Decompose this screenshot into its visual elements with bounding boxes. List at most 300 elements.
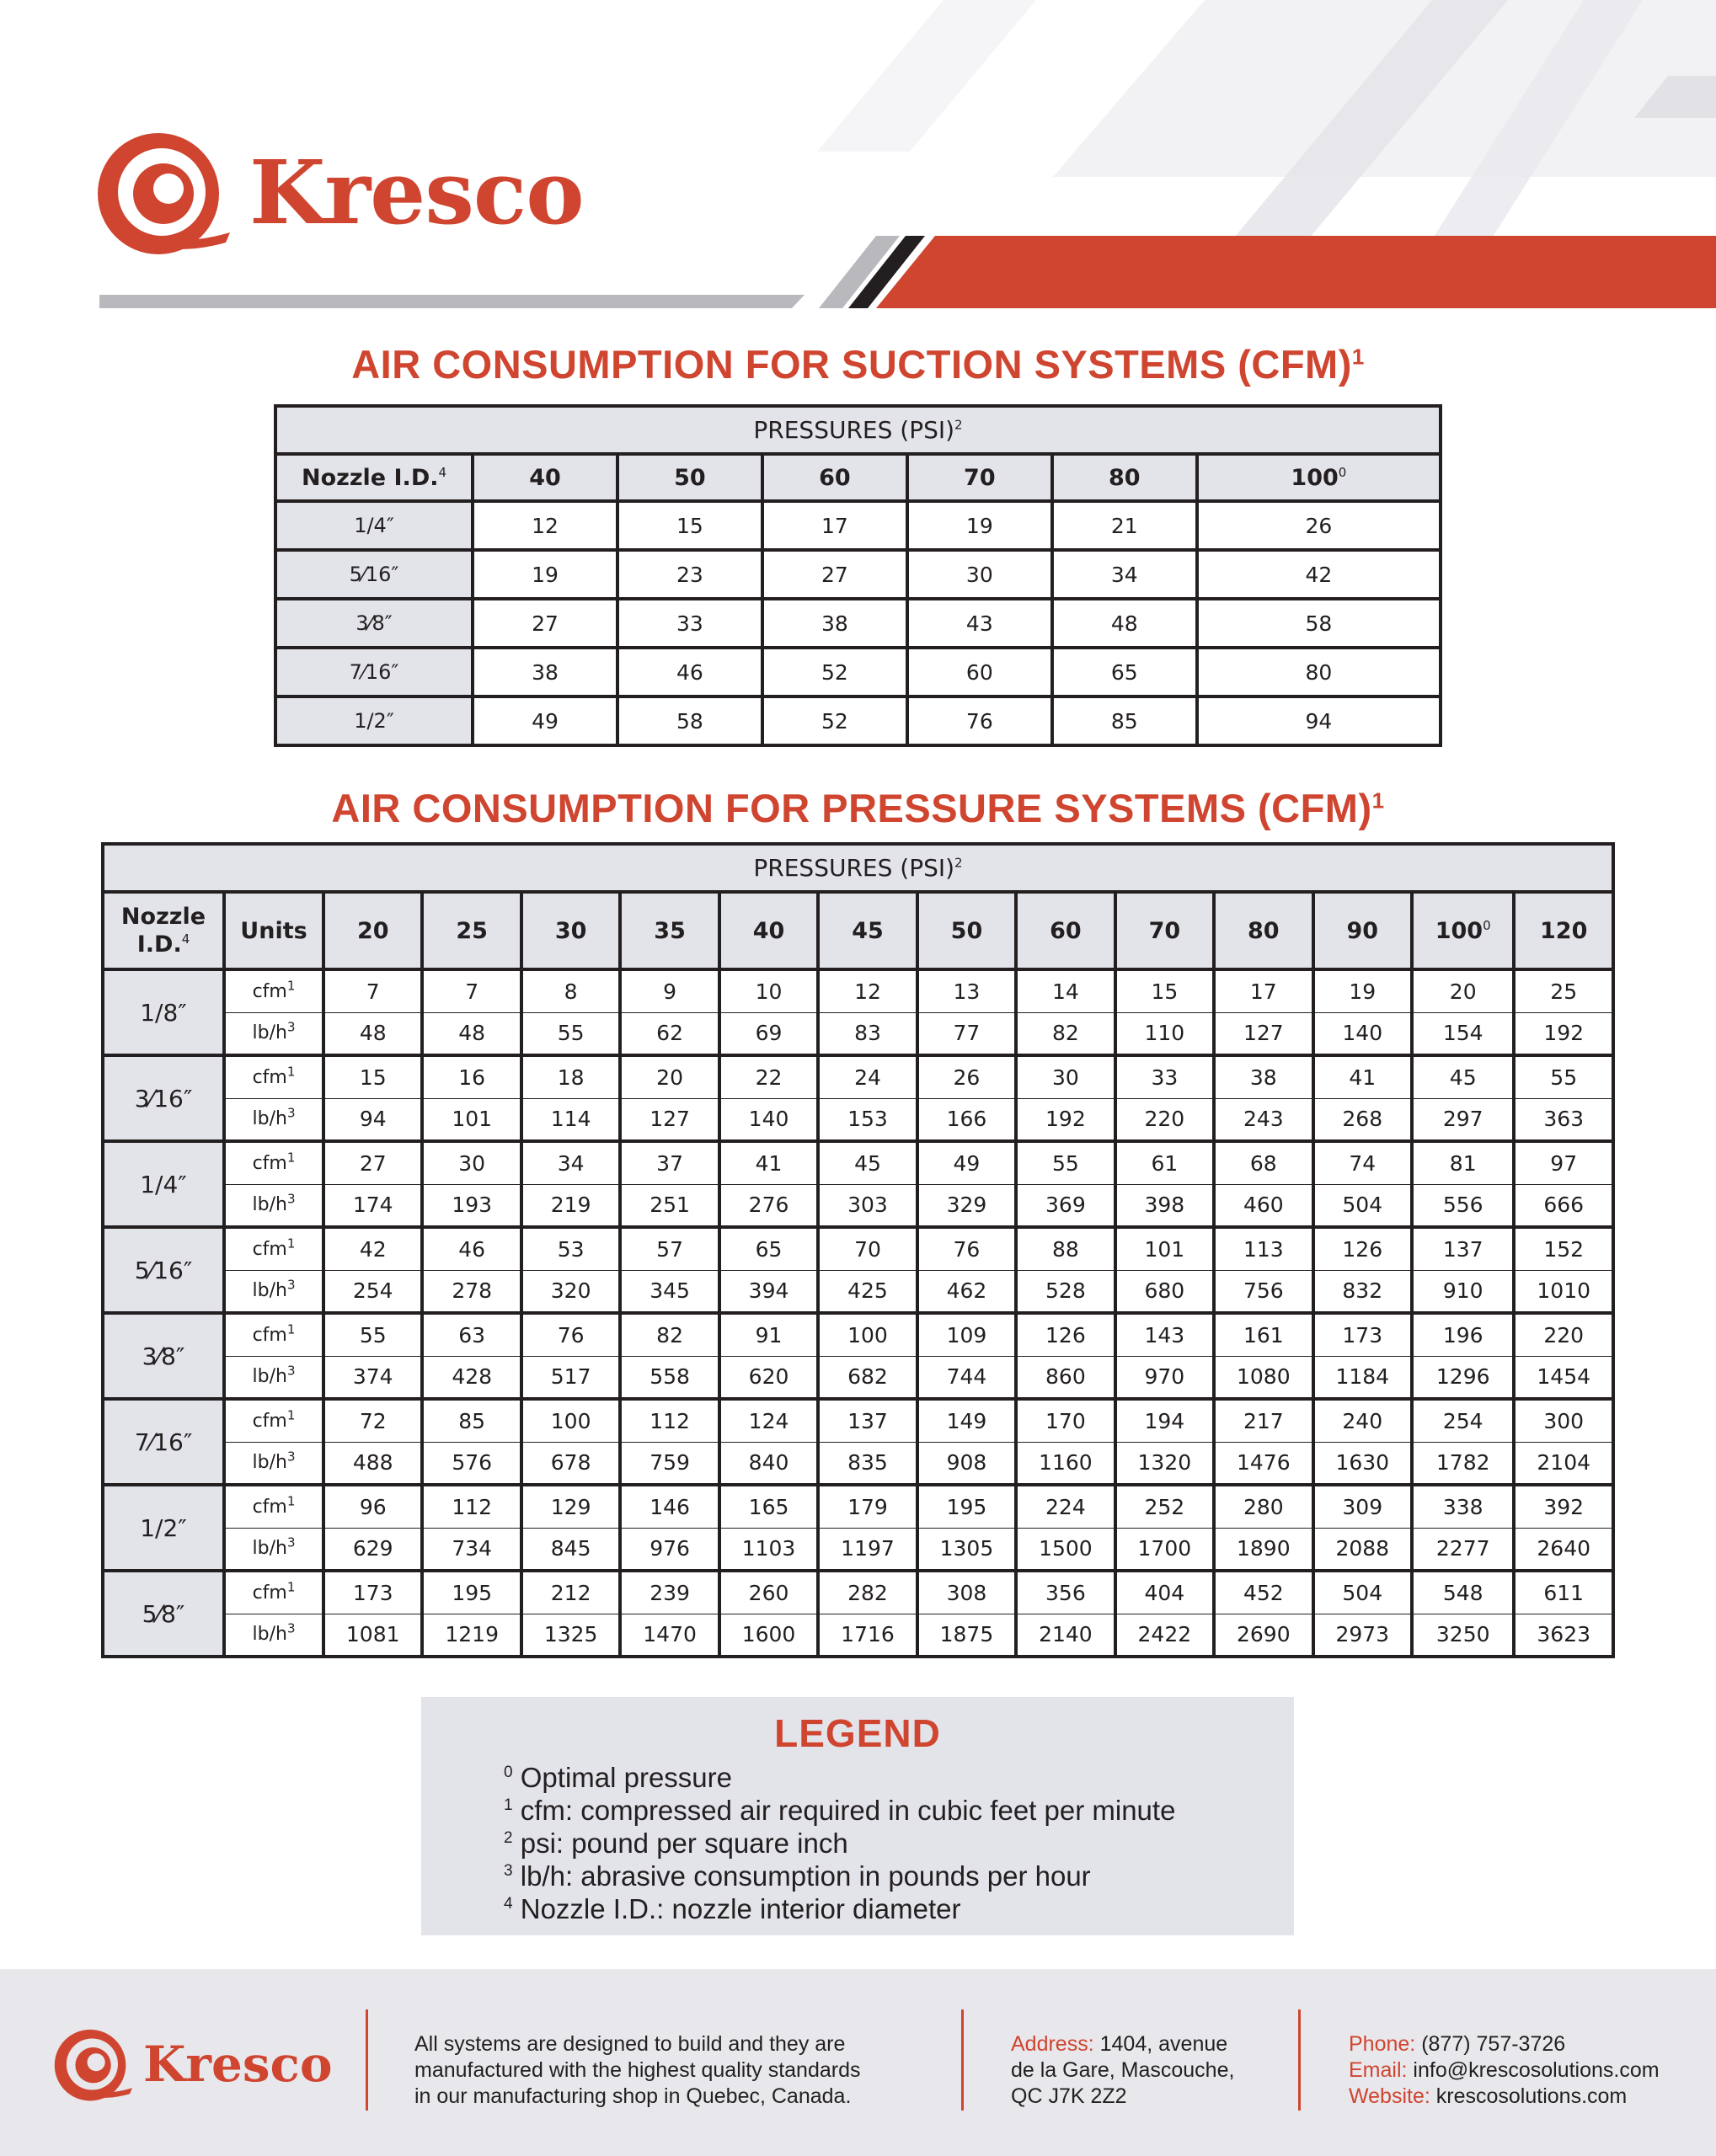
cfm-value: 41 — [719, 1141, 818, 1184]
pressure-title — [0, 785, 1716, 831]
table-row-cfm — [103, 1399, 1613, 1442]
nozzle-size: 5⁄16″ — [103, 1227, 224, 1313]
lbh-value: 374 — [323, 1356, 422, 1399]
lbh-value: 369 — [1016, 1184, 1115, 1227]
lbh-value: 83 — [818, 1012, 917, 1055]
nozzle-size: 3⁄8″ — [103, 1313, 224, 1399]
table-row — [275, 648, 1441, 696]
lbh-value: 840 — [719, 1442, 818, 1485]
lbh-value: 1470 — [620, 1614, 719, 1657]
cfm-value: 100 — [818, 1313, 917, 1356]
legend-item: $^4$ Nozzle I.D.: nozzle interior diameter — [504, 1893, 961, 1924]
lbh-value: 82 — [1016, 1012, 1115, 1055]
cfm-value: 38 — [762, 599, 907, 648]
lbh-value: 243 — [1214, 1098, 1312, 1141]
cfm-value: 12 — [818, 969, 917, 1012]
pressure-col-header: 30 — [521, 892, 620, 969]
cfm-value: 96 — [323, 1485, 422, 1528]
pressure-col-header: 90 — [1313, 892, 1412, 969]
cfm-value: 309 — [1313, 1485, 1412, 1528]
footer-contact: Phone: (877) 757-3726 Email: info@krescosolutions.com Website: krescosolutions.com — [1349, 2032, 1660, 2108]
cfm-value: 53 — [521, 1227, 620, 1270]
legend-item: $^3$ lb/h: abrasive consumption in pounds per hour — [504, 1860, 1091, 1892]
pressure-col-header: 45 — [818, 892, 917, 969]
lbh-value: 517 — [521, 1356, 620, 1399]
cfm-value: 240 — [1313, 1399, 1412, 1442]
cfm-value: 548 — [1412, 1571, 1514, 1614]
lbh-value: 910 — [1412, 1270, 1514, 1313]
legend-item: $^1$ cfm: compressed air required in cubic feet per minute — [504, 1795, 1176, 1826]
lbh-value: 220 — [1115, 1098, 1214, 1141]
lbh-value: 1500 — [1016, 1528, 1115, 1571]
table-row — [275, 501, 1441, 550]
footer-website[interactable]: krescosolutions.com — [1435, 2084, 1628, 2108]
cfm-value: 161 — [1214, 1313, 1312, 1356]
lbh-value: 140 — [1313, 1012, 1412, 1055]
cfm-value: 57 — [620, 1227, 719, 1270]
cfm-value: 63 — [422, 1313, 521, 1356]
cfm-value: 76 — [917, 1227, 1016, 1270]
cfm-value: 143 — [1115, 1313, 1214, 1356]
table-row-cfm — [103, 1571, 1613, 1614]
lbh-value: 154 — [1412, 1012, 1514, 1055]
cfm-value: 34 — [1052, 550, 1197, 599]
cfm-value: 195 — [917, 1485, 1016, 1528]
footer-divider — [366, 2009, 368, 2111]
suction-title — [0, 341, 1716, 387]
footer-logo — [51, 2025, 333, 2104]
pressure-title-sup: 1 — [1371, 787, 1385, 814]
pressure-col-header: $100^0$ — [1412, 892, 1514, 969]
lbh-value: 682 — [818, 1356, 917, 1399]
cfm-value: 20 — [1412, 969, 1514, 1012]
lbh-value: 576 — [422, 1442, 521, 1485]
lbh-value: 908 — [917, 1442, 1016, 1485]
pressure-col-header: 60 — [1016, 892, 1115, 969]
unit-lbh: $lb/h^3$ — [224, 1184, 323, 1227]
cfm-value: 252 — [1115, 1485, 1214, 1528]
table-row-lbh — [103, 1528, 1613, 1571]
cfm-value: 60 — [907, 648, 1052, 696]
cfm-value: 45 — [818, 1141, 917, 1184]
cfm-value: 65 — [1052, 648, 1197, 696]
suction-table — [274, 404, 1442, 747]
cfm-value: 196 — [1412, 1313, 1514, 1356]
lbh-value: 1305 — [917, 1528, 1016, 1571]
suction-col-header: $100^0$ — [1197, 454, 1441, 501]
table-row-lbh — [103, 1184, 1613, 1227]
table-row — [275, 599, 1441, 648]
cfm-value: 42 — [323, 1227, 422, 1270]
table-row-cfm — [103, 1485, 1613, 1528]
lbh-value: 832 — [1313, 1270, 1412, 1313]
nozzle-size: 3⁄8″ — [275, 599, 473, 648]
cfm-value: 55 — [1016, 1141, 1115, 1184]
cfm-value: 19 — [1313, 969, 1412, 1012]
cfm-value: 194 — [1115, 1399, 1214, 1442]
lbh-value: 276 — [719, 1184, 818, 1227]
cfm-value: 18 — [521, 1055, 620, 1098]
lbh-value: 268 — [1313, 1098, 1412, 1141]
cfm-value: 17 — [762, 501, 907, 550]
nozzle-size: 1/4″ — [275, 501, 473, 550]
lbh-value: 680 — [1115, 1270, 1214, 1313]
lbh-value: 460 — [1214, 1184, 1312, 1227]
footer-email[interactable]: info@krescosolutions.com — [1413, 2058, 1660, 2082]
cfm-value: 15 — [1115, 969, 1214, 1012]
cfm-value: 45 — [1412, 1055, 1514, 1098]
lbh-value: 140 — [719, 1098, 818, 1141]
nozzle-size: 1/2″ — [103, 1485, 224, 1571]
lbh-value: 297 — [1412, 1098, 1514, 1141]
footer-divider — [1298, 2009, 1301, 2111]
lbh-value: 55 — [521, 1012, 620, 1055]
lbh-value: 62 — [620, 1012, 719, 1055]
lbh-value: 1160 — [1016, 1442, 1115, 1485]
cfm-value: 55 — [1514, 1055, 1613, 1098]
cfm-value: 33 — [617, 599, 762, 648]
cfm-value: 14 — [1016, 969, 1115, 1012]
cfm-value: 81 — [1412, 1141, 1514, 1184]
lbh-value: 1219 — [422, 1614, 521, 1657]
kresco-logo-icon — [91, 125, 234, 259]
cfm-value: 113 — [1214, 1227, 1312, 1270]
lbh-value: 1454 — [1514, 1356, 1613, 1399]
cfm-value: 254 — [1412, 1399, 1514, 1442]
suction-pressures-header: PRESSURES (PSI)$^2$ — [275, 406, 1441, 454]
footer-address: Address: 1404, avenue de la Gare, Mascouche, QC J7K 2Z2 — [1011, 2032, 1235, 2108]
lbh-value: 329 — [917, 1184, 1016, 1227]
unit-cfm: cfm$^1$ — [224, 1485, 323, 1528]
brand-name: Kresco — [249, 140, 584, 244]
lbh-value: 69 — [719, 1012, 818, 1055]
cfm-value: 52 — [762, 696, 907, 745]
footer-phone[interactable]: (877) 757-3726 — [1421, 2032, 1566, 2056]
lbh-value: 1700 — [1115, 1528, 1214, 1571]
table-row-cfm — [103, 969, 1613, 1012]
cfm-value: 217 — [1214, 1399, 1312, 1442]
nozzle-size: 7⁄16″ — [275, 648, 473, 696]
unit-cfm: cfm$^1$ — [224, 1055, 323, 1098]
lbh-value: 94 — [323, 1098, 422, 1141]
table-row — [275, 696, 1441, 745]
cfm-value: 38 — [1214, 1055, 1312, 1098]
cfm-value: 101 — [1115, 1227, 1214, 1270]
lbh-value: 1103 — [719, 1528, 818, 1571]
cfm-value: 80 — [1197, 648, 1441, 696]
cfm-value: 26 — [917, 1055, 1016, 1098]
suction-col-header: 80 — [1052, 454, 1197, 501]
lbh-value: 251 — [620, 1184, 719, 1227]
cfm-value: 8 — [521, 969, 620, 1012]
nozzle-size: 5⁄16″ — [275, 550, 473, 599]
cfm-value: 356 — [1016, 1571, 1115, 1614]
cfm-value: 220 — [1514, 1313, 1613, 1356]
cfm-value: 173 — [323, 1571, 422, 1614]
cfm-value: 49 — [473, 696, 617, 745]
cfm-value: 195 — [422, 1571, 521, 1614]
lbh-value: 166 — [917, 1098, 1016, 1141]
unit-cfm: cfm$^1$ — [224, 1571, 323, 1614]
cfm-value: 146 — [620, 1485, 719, 1528]
pressure-table — [101, 842, 1615, 1658]
lbh-value: 1296 — [1412, 1356, 1514, 1399]
lbh-value: 1630 — [1313, 1442, 1412, 1485]
pressure-col-header: 20 — [323, 892, 422, 969]
lbh-value: 425 — [818, 1270, 917, 1313]
cfm-value: 212 — [521, 1571, 620, 1614]
cfm-value: 137 — [818, 1399, 917, 1442]
lbh-value: 153 — [818, 1098, 917, 1141]
cfm-value: 21 — [1052, 501, 1197, 550]
lbh-value: 629 — [323, 1528, 422, 1571]
lbh-value: 666 — [1514, 1184, 1613, 1227]
unit-cfm: cfm$^1$ — [224, 1227, 323, 1270]
cfm-value: 16 — [422, 1055, 521, 1098]
cfm-value: 280 — [1214, 1485, 1312, 1528]
optimal-sup: 0 — [1338, 464, 1347, 480]
cfm-value: 70 — [818, 1227, 917, 1270]
cfm-value: 48 — [1052, 599, 1197, 648]
lbh-value: 734 — [422, 1528, 521, 1571]
cfm-value: 17 — [1214, 969, 1312, 1012]
table-row-cfm — [103, 1055, 1613, 1098]
lbh-value: 970 — [1115, 1356, 1214, 1399]
cfm-value: 173 — [1313, 1313, 1412, 1356]
unit-lbh: $lb/h^3$ — [224, 1270, 323, 1313]
suction-title-sup: 1 — [1351, 344, 1365, 370]
cfm-value: 88 — [1016, 1227, 1115, 1270]
cfm-value: 25 — [1514, 969, 1613, 1012]
cfm-value: 611 — [1514, 1571, 1613, 1614]
table-row-lbh — [103, 1614, 1613, 1657]
table-row — [275, 550, 1441, 599]
pressure-title-text: AIR CONSUMPTION FOR PRESSURE SYSTEMS (CFM) — [331, 786, 1372, 830]
legend-box — [421, 1697, 1294, 1935]
lbh-value: 1476 — [1214, 1442, 1312, 1485]
cfm-value: 9 — [620, 969, 719, 1012]
cfm-value: 15 — [617, 501, 762, 550]
lbh-value: 2140 — [1016, 1614, 1115, 1657]
cfm-value: 15 — [323, 1055, 422, 1098]
suction-col-header: 40 — [473, 454, 617, 501]
lbh-value: 2277 — [1412, 1528, 1514, 1571]
pressure-col-header: 50 — [917, 892, 1016, 969]
cfm-value: 38 — [473, 648, 617, 696]
cfm-value: 12 — [473, 501, 617, 550]
cfm-value: 129 — [521, 1485, 620, 1528]
pressure-col-header: 40 — [719, 892, 818, 969]
cfm-value: 126 — [1313, 1227, 1412, 1270]
lbh-value: 488 — [323, 1442, 422, 1485]
unit-lbh: $lb/h^3$ — [224, 1098, 323, 1141]
lbh-value: 394 — [719, 1270, 818, 1313]
lbh-value: 192 — [1514, 1012, 1613, 1055]
unit-cfm: cfm$^1$ — [224, 1141, 323, 1184]
suction-col-header: 70 — [907, 454, 1052, 501]
footer-brand-name: Kresco — [143, 2036, 333, 2093]
lbh-value: 759 — [620, 1442, 719, 1485]
lbh-value: 1782 — [1412, 1442, 1514, 1485]
cfm-value: 42 — [1197, 550, 1441, 599]
cfm-value: 165 — [719, 1485, 818, 1528]
cfm-value: 27 — [323, 1141, 422, 1184]
cfm-value: 19 — [907, 501, 1052, 550]
suction-col-header: 60 — [762, 454, 907, 501]
lbh-value: 1600 — [719, 1614, 818, 1657]
cfm-value: 504 — [1313, 1571, 1412, 1614]
cfm-value: 112 — [620, 1399, 719, 1442]
cfm-value: 26 — [1197, 501, 1441, 550]
cfm-value: 179 — [818, 1485, 917, 1528]
lbh-value: 558 — [620, 1356, 719, 1399]
unit-cfm: cfm$^1$ — [224, 969, 323, 1012]
cfm-value: 43 — [907, 599, 1052, 648]
cfm-value: 20 — [620, 1055, 719, 1098]
nozzle-size: 1/8″ — [103, 969, 224, 1055]
lbh-value: 192 — [1016, 1098, 1115, 1141]
pressure-col-header: 120 — [1514, 892, 1613, 969]
cfm-value: 82 — [620, 1313, 719, 1356]
nozzle-size: 5⁄8″ — [103, 1571, 224, 1657]
lbh-value: 976 — [620, 1528, 719, 1571]
unit-lbh: $lb/h^3$ — [224, 1356, 323, 1399]
cfm-value: 239 — [620, 1571, 719, 1614]
cfm-value: 68 — [1214, 1141, 1312, 1184]
cfm-value: 34 — [521, 1141, 620, 1184]
legend-item: $^0$ Optimal pressure — [504, 1762, 733, 1793]
cfm-value: 338 — [1412, 1485, 1514, 1528]
cfm-value: 404 — [1115, 1571, 1214, 1614]
table-row-lbh — [103, 1098, 1613, 1141]
unit-lbh: $lb/h^3$ — [224, 1012, 323, 1055]
pressure-nozzle-header: Nozzle I.D.$^4$ — [103, 892, 224, 969]
lbh-value: 48 — [323, 1012, 422, 1055]
lbh-value: 1197 — [818, 1528, 917, 1571]
cfm-value: 30 — [1016, 1055, 1115, 1098]
lbh-value: 835 — [818, 1442, 917, 1485]
lbh-value: 193 — [422, 1184, 521, 1227]
cfm-value: 13 — [917, 969, 1016, 1012]
table-row-cfm — [103, 1227, 1613, 1270]
lbh-value: 174 — [323, 1184, 422, 1227]
cfm-value: 30 — [907, 550, 1052, 599]
lbh-value: 3250 — [1412, 1614, 1514, 1657]
lbh-value: 2973 — [1313, 1614, 1412, 1657]
table-row-cfm — [103, 1313, 1613, 1356]
lbh-value: 860 — [1016, 1356, 1115, 1399]
lbh-value: 320 — [521, 1270, 620, 1313]
unit-cfm: cfm$^1$ — [224, 1399, 323, 1442]
lbh-value: 2422 — [1115, 1614, 1214, 1657]
pressure-col-header: 25 — [422, 892, 521, 969]
lbh-value: 428 — [422, 1356, 521, 1399]
cfm-value: 19 — [473, 550, 617, 599]
lbh-value: 127 — [1214, 1012, 1312, 1055]
lbh-value: 48 — [422, 1012, 521, 1055]
lbh-value: 678 — [521, 1442, 620, 1485]
cfm-value: 149 — [917, 1399, 1016, 1442]
lbh-value: 345 — [620, 1270, 719, 1313]
cfm-value: 49 — [917, 1141, 1016, 1184]
cfm-value: 10 — [719, 969, 818, 1012]
lbh-value: 77 — [917, 1012, 1016, 1055]
lbh-value: 504 — [1313, 1184, 1412, 1227]
suction-nozzle-header: Nozzle I.D.$^4$ — [275, 454, 473, 501]
legend-item: $^2$ psi: pound per square inch — [504, 1828, 848, 1859]
unit-lbh: $lb/h^3$ — [224, 1614, 323, 1657]
pressure-col-header: 35 — [620, 892, 719, 969]
pressure-col-header: 70 — [1115, 892, 1214, 969]
lbh-value: 1320 — [1115, 1442, 1214, 1485]
cfm-value: 65 — [719, 1227, 818, 1270]
lbh-value: 1010 — [1514, 1270, 1613, 1313]
cfm-value: 85 — [422, 1399, 521, 1442]
cfm-value: 55 — [323, 1313, 422, 1356]
lbh-value: 556 — [1412, 1184, 1514, 1227]
lbh-value: 363 — [1514, 1098, 1613, 1141]
nozzle-size: 1/2″ — [275, 696, 473, 745]
lbh-value: 1875 — [917, 1614, 1016, 1657]
cfm-value: 22 — [719, 1055, 818, 1098]
footer — [0, 1969, 1716, 2156]
cfm-value: 33 — [1115, 1055, 1214, 1098]
nozzle-size: 3⁄16″ — [103, 1055, 224, 1141]
cfm-value: 7 — [422, 969, 521, 1012]
kresco-logo-icon — [51, 2025, 135, 2104]
lbh-value: 3623 — [1514, 1614, 1613, 1657]
cfm-value: 46 — [617, 648, 762, 696]
lbh-value: 303 — [818, 1184, 917, 1227]
cfm-value: 224 — [1016, 1485, 1115, 1528]
unit-cfm: cfm$^1$ — [224, 1313, 323, 1356]
cfm-value: 24 — [818, 1055, 917, 1098]
cfm-value: 300 — [1514, 1399, 1613, 1442]
cfm-value: 72 — [323, 1399, 422, 1442]
lbh-value: 528 — [1016, 1270, 1115, 1313]
cfm-value: 124 — [719, 1399, 818, 1442]
cfm-value: 27 — [762, 550, 907, 599]
footer-tagline: All systems are designed to build and they are manufactured with the highest quality standards in our manufacturing shop in Quebec, Canada. — [414, 2032, 861, 2108]
cfm-value: 109 — [917, 1313, 1016, 1356]
table-row-lbh — [103, 1270, 1613, 1313]
cfm-value: 41 — [1313, 1055, 1412, 1098]
lbh-value: 1716 — [818, 1614, 917, 1657]
lbh-value: 101 — [422, 1098, 521, 1141]
lbh-value: 1184 — [1313, 1356, 1412, 1399]
lbh-value: 2104 — [1514, 1442, 1613, 1485]
cfm-value: 392 — [1514, 1485, 1613, 1528]
pressure-units-header: Units — [224, 892, 323, 969]
cfm-value: 94 — [1197, 696, 1441, 745]
table-row-lbh — [103, 1012, 1613, 1055]
lbh-value: 1080 — [1214, 1356, 1312, 1399]
cfm-value: 170 — [1016, 1399, 1115, 1442]
cfm-value: 85 — [1052, 696, 1197, 745]
cfm-value: 61 — [1115, 1141, 1214, 1184]
lbh-value: 744 — [917, 1356, 1016, 1399]
lbh-value: 398 — [1115, 1184, 1214, 1227]
cfm-value: 260 — [719, 1571, 818, 1614]
cfm-value: 27 — [473, 599, 617, 648]
table-row-lbh — [103, 1356, 1613, 1399]
cfm-value: 46 — [422, 1227, 521, 1270]
cfm-value: 308 — [917, 1571, 1016, 1614]
unit-lbh: $lb/h^3$ — [224, 1442, 323, 1485]
lbh-value: 756 — [1214, 1270, 1312, 1313]
cfm-value: 126 — [1016, 1313, 1115, 1356]
lbh-value: 110 — [1115, 1012, 1214, 1055]
